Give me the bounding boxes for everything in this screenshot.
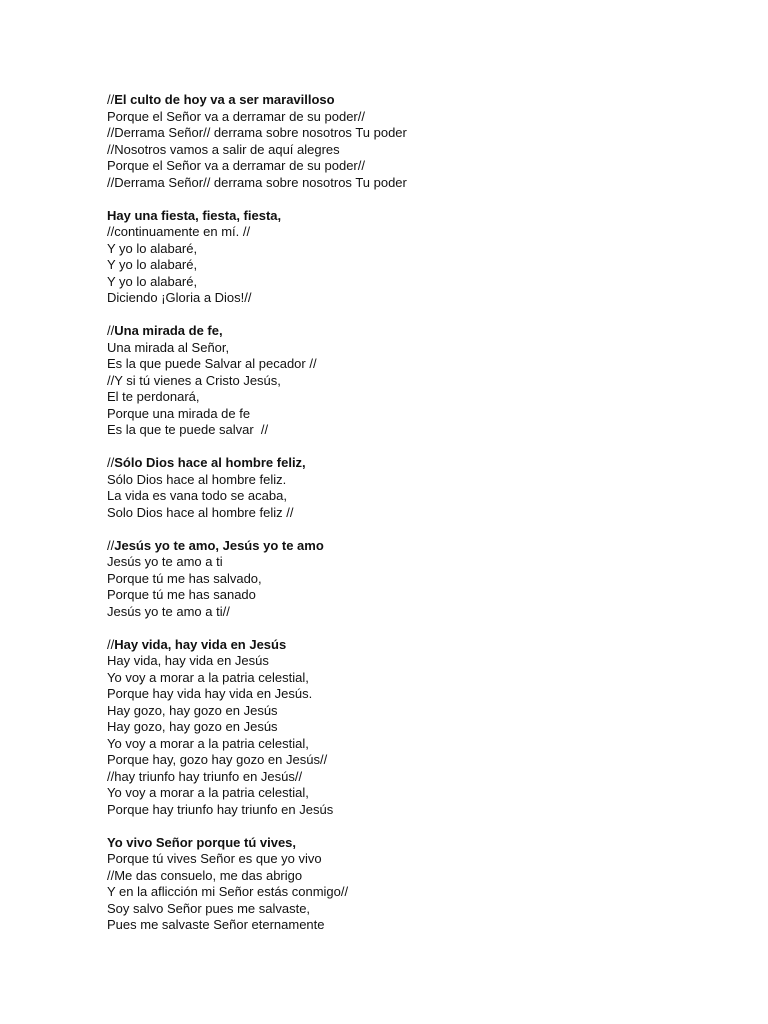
title-prefix: // [107,636,115,652]
lyric-line: Es la que puede Salvar al pecador // [107,356,317,371]
song-title [107,637,727,654]
song-yo-vivo-senor [107,835,727,934]
title-prefix: // [107,92,115,107]
lyric-line: Porque tú vives Señor es que yo vivo [107,851,322,866]
title-text: Yo vivo Señor porque tú vives, [107,834,297,850]
title-text: Jesús yo te amo, Jesús yo te amo [114,537,324,553]
lyric-line: El te perdonará, [107,389,200,404]
lyric-line: Sólo Dios hace al hombre feliz. [107,471,287,487]
song-title [107,208,727,225]
lyric-line: Yo voy a morar a la patria celestial, [107,669,309,685]
song-jesus-yo-te-amo [107,538,727,621]
title-prefix: // [107,537,115,553]
song-title [107,455,727,472]
song-title [107,92,727,109]
lyric-line: Porque hay vida hay vida en Jesús. [107,686,313,701]
song-title [107,835,727,852]
lyric-line: //Nosotros vamos a salir de aquí alegres [107,141,340,157]
lyric-line: Hay gozo, hay gozo en Jesús [107,702,278,718]
lyric-line: //Y si tú vienes a Cristo Jesús, [107,372,281,388]
lyric-line: Solo Dios hace al hombre feliz // [107,504,294,520]
lyric-line: Y yo lo alabaré, [107,240,198,256]
song-hay-vida [107,637,727,819]
title-text: El culto de hoy va a ser maravilloso [114,92,335,107]
lyric-line: Diciendo ¡Gloria a Dios!// [107,290,252,305]
title-prefix: // [107,323,115,338]
lyric-line: //Derrama Señor// derrama sobre nosotros Tu poder [107,125,407,140]
lyric-line: Porque hay triunfo hay triunfo en Jesús [107,801,334,817]
lyric-line: Porque hay, gozo hay gozo en Jesús// [107,752,328,767]
song-el-culto-de-hoy [107,92,727,191]
song-solo-dios [107,455,727,521]
lyric-line: Y yo lo alabaré, [107,257,198,272]
lyric-line: //Derrama Señor// derrama sobre nosotros Tu poder [107,174,407,190]
lyric-line: Es la que te puede salvar // [107,422,269,437]
title-prefix: // [107,455,115,470]
song-title [107,323,727,340]
lyrics-document [107,92,727,950]
lyric-line: Jesús yo te amo a ti// [107,603,230,619]
song-hay-una-fiesta [107,208,727,307]
lyric-line: Jesús yo te amo a ti [107,554,223,569]
title-text: Una mirada de fe, [114,323,223,338]
lyric-line: Yo voy a morar a la patria celestial, [107,785,309,800]
lyric-line: Porque el Señor va a derramar de su poder// [107,158,365,173]
lyric-line: Pues me salvaste Señor eternamente [107,917,325,932]
song-title [107,538,727,555]
lyric-line: //continuamente en mí. // [107,224,251,239]
lyric-line: Hay vida, hay vida en Jesús [107,653,269,668]
song-una-mirada-de-fe [107,323,727,439]
title-text: Sólo Dios hace al hombre feliz, [114,455,306,470]
lyric-line: Porque tú me has salvado, [107,570,262,586]
lyric-line: Una mirada al Señor, [107,339,230,355]
lyric-line: Yo voy a morar a la patria celestial, [107,735,309,751]
lyric-line: Y en la aflicción mi Señor estás conmigo// [107,884,349,899]
lyric-line: //hay triunfo hay triunfo en Jesús// [107,768,303,784]
title-text: Hay vida, hay vida en Jesús [114,636,287,652]
title-text: Hay una fiesta, fiesta, fiesta, [107,207,282,223]
lyric-line: Y yo lo alabaré, [107,273,198,289]
lyric-line: Hay gozo, hay gozo en Jesús [107,719,278,734]
lyric-line: Porque una mirada de fe [107,405,251,421]
lyric-line: //Me das consuelo, me das abrigo [107,867,303,883]
lyric-line: Porque el Señor va a derramar de su poder// [107,108,365,124]
lyric-line: La vida es vana todo se acaba, [107,488,287,503]
lyric-line: Porque tú me has sanado [107,587,256,602]
lyric-line: Soy salvo Señor pues me salvaste, [107,900,311,916]
